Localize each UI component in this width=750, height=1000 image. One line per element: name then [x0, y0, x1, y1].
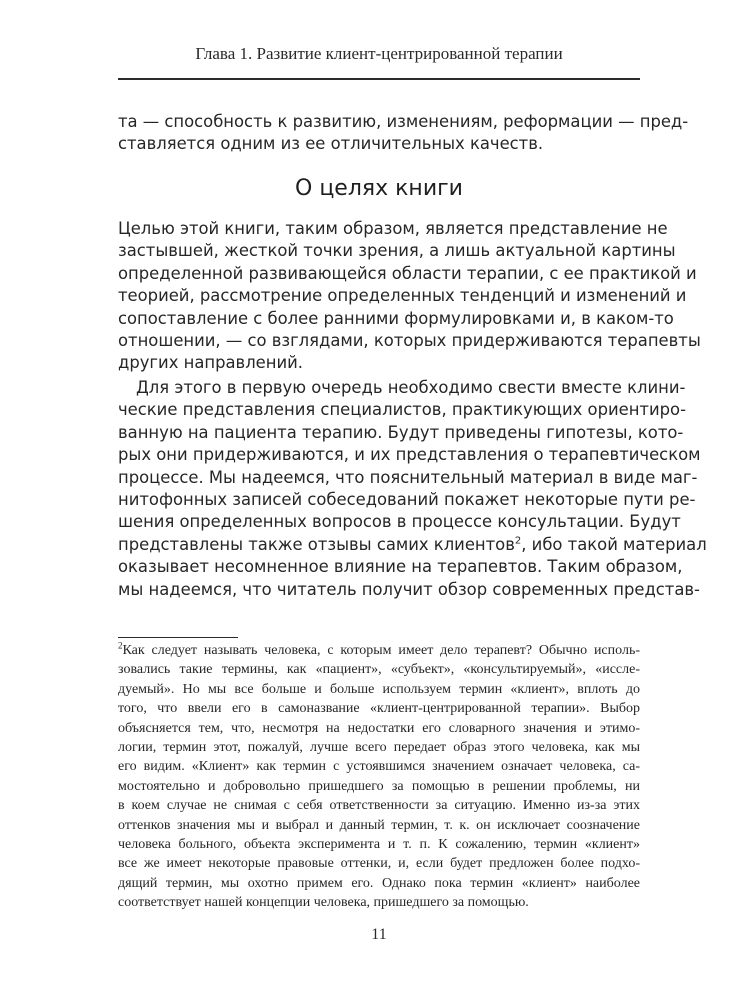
text-line: застывшей, жесткой точки зрения, а лишь актуальной картины	[118, 241, 676, 261]
text-line: Для этого в первую очередь необходимо свести вместе клини-	[136, 378, 686, 397]
footnote-line: того, что ввели его в самоназвание «клиент-центрированной терапии». Выбор	[118, 701, 640, 717]
text-fragment: Как следует называть человека, с которым имеет дело терапевт? Обычно исполь-	[122, 643, 640, 658]
paragraph-goals	[118, 218, 701, 375]
footnote-line: логии, термин этот, пожалуй, лучше всего передает образ этого человека, как мы	[118, 739, 640, 755]
text-line: мы надеемся, что читатель получит обзор современных представ-	[118, 579, 700, 599]
footnote-line: соответствует нашей концепции человека, пришедшего за помощью.	[118, 895, 529, 911]
text-line: рых они придерживаются, и их представления о терапевтическом	[118, 445, 701, 465]
footnote-reference[interactable]: 2	[514, 535, 522, 547]
text-line: оказывает несомненное влияние на терапевтов. Таким образом,	[118, 557, 683, 577]
text-fragment: , ибо такой материал	[521, 534, 707, 554]
running-header: Глава 1. Развитие клиент-центрированной терапии	[195, 44, 563, 63]
footnote-line: человека больного, объекта эксперимента и т. п. К сожалению, термин «клиент»	[118, 836, 640, 852]
footnote-line: объясняется тем, что, несмотря на недостатки его словарного значения и этимо-	[118, 720, 640, 736]
text-fragment: представлены также отзывы самих клиентов	[118, 534, 515, 554]
footnote	[118, 641, 640, 912]
footnote-line: мостоятельно и добровольно пришедшего за помощью в решении проблемы, ни	[118, 778, 640, 794]
text-line: та — способность к развитию, изменениям, реформации — пред-	[118, 112, 689, 131]
footnote-line: дящий термин, мы охотно примем его. Однако пока термин «клиент» наиболее	[118, 875, 640, 891]
footnote-line: зовались такие термины, как «пациент», «субъект», «консультируемый», «иссле-	[118, 662, 640, 678]
text-line: ческие представления специалистов, практикующих ориентиро-	[118, 400, 686, 420]
text-line: теорией, рассмотрение определенных тенденций и изменений и	[118, 286, 687, 306]
text-line: процессе. Мы надеемся, что пояснительный материал в виде маг-	[118, 467, 698, 487]
footnote-line: в коем случае не снимая с себя ответственности за ситуацию. Именно из-за этих	[118, 798, 640, 814]
footnote-line: оттенков значения мы и выбрал и данный термин, т. к. он исключает соозначение	[118, 817, 640, 833]
text-line: нитофонных записей собеседований покажет некоторые пути ре-	[118, 489, 696, 509]
text-line: отношении, — со взглядами, которых придерживаются терапевты	[118, 330, 701, 350]
section-heading: О целях книги	[295, 176, 463, 201]
footnote-line: дуемый». Но мы все больше и больше используем термин «клиент», вплоть до	[118, 681, 640, 697]
text-line: шения определенных вопросов в процессе консультации. Будут	[118, 512, 681, 532]
footnote-rule	[118, 637, 238, 638]
text-line: других направлений.	[118, 353, 303, 373]
text-line: ставляется одним из ее отличительных качеств.	[118, 134, 544, 154]
header-rule	[118, 78, 640, 80]
text-line: ванную на пациента терапию. Будут приведены гипотезы, кото-	[118, 422, 684, 442]
text-line-with-footnote	[118, 534, 707, 556]
intro-paragraph	[118, 111, 689, 156]
footnote-line: его видим. «Клиент» как термин с устоявшимся значением означает человека, са-	[118, 759, 640, 775]
page-number: 11	[371, 926, 387, 943]
text-line: определенной развивающейся области терапии, с ее практикой и	[118, 263, 697, 283]
paragraph-methods	[118, 377, 707, 601]
footnote-marker: 2	[118, 640, 123, 651]
text-line: сопоставление с более ранними формулировками и, в каком-то	[118, 308, 674, 328]
text-line: Целью этой книги, таким образом, является представление не	[118, 219, 668, 238]
footnote-line: все же имеет некоторые правовые оттенки, и, если будет предложен более подхо-	[118, 856, 640, 872]
footnote-line	[118, 641, 640, 660]
